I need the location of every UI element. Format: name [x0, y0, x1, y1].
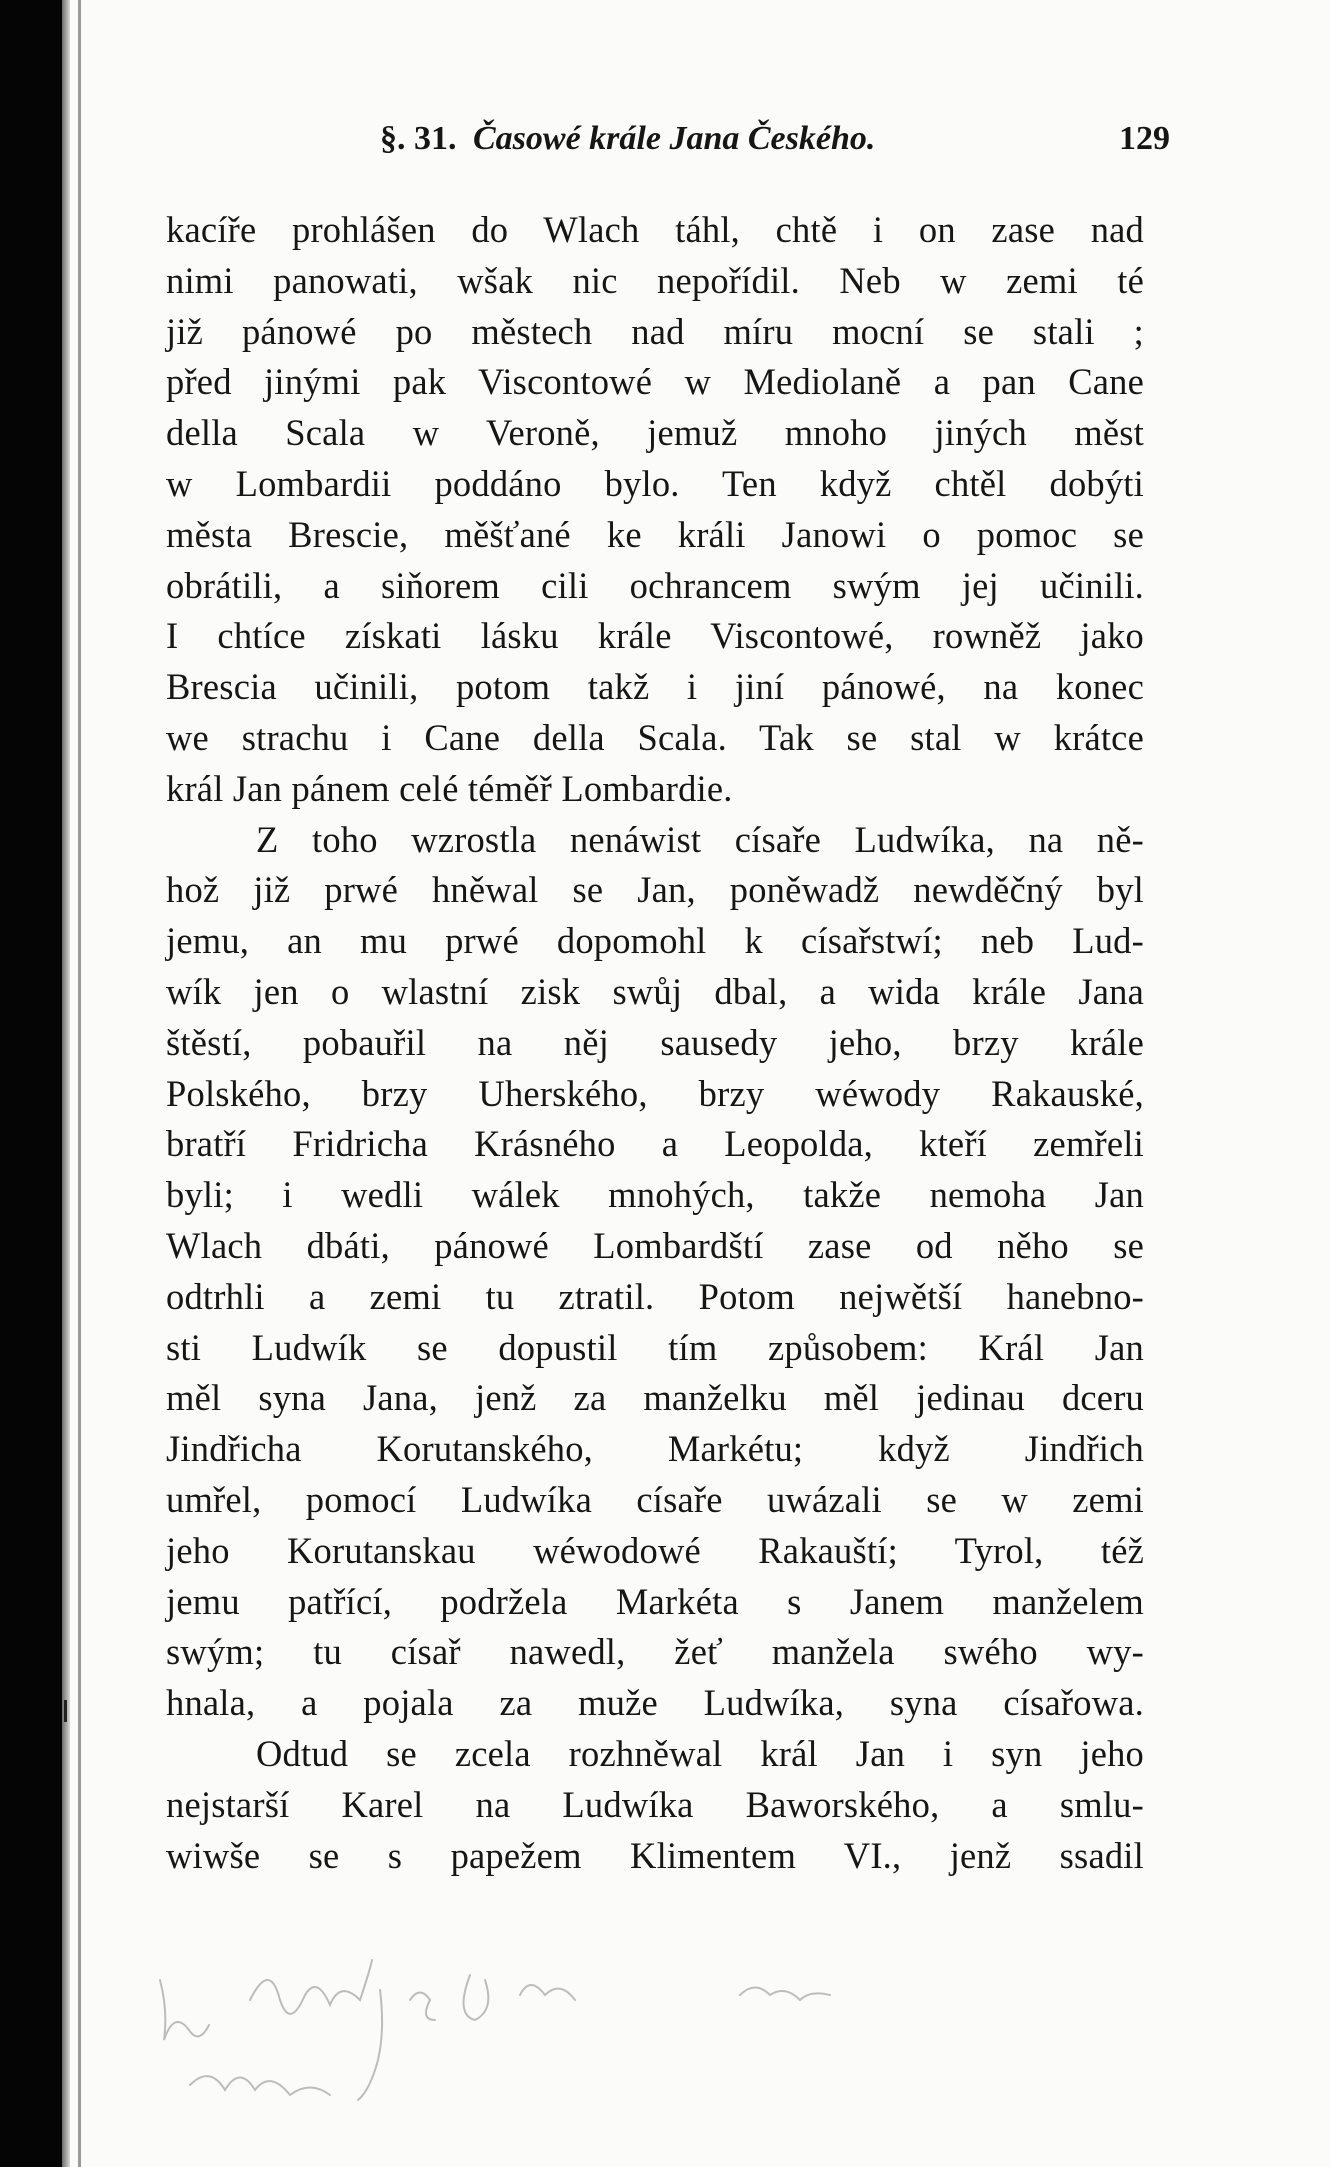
text-line: wík jen o wlastní zisk swůj dbal, a wida krále Jana: [166, 970, 1144, 1012]
running-head: [380, 120, 875, 158]
text-line: bratří Fridricha Krásného a Leopolda, kteří zemřeli: [166, 1123, 1144, 1165]
text-line: odtrhli a zemi tu ztratil. Potom nejwětší hanebno-: [166, 1275, 1144, 1317]
text-line: Wlach dbáti, pánowé Lombardští zase od něho se: [166, 1224, 1144, 1266]
text-line: jeho Korutanskau wéwodowé Rakauští; Tyrol, též: [166, 1529, 1144, 1571]
page-gutter-line: [78, 0, 81, 2167]
text-line: hož již prwé hněwal se Jan, poněwadž newděčný byl: [166, 869, 1144, 911]
text-line: před jinými pak Viscontowé w Mediolaně a pan Cane: [166, 361, 1144, 403]
text-line: jemu, an mu prwé dopomohl k císařstwí; neb Lud-: [166, 920, 1144, 962]
scan-binding-edge: [0, 0, 62, 2167]
text-line: I chtíce získati lásku krále Viscontowé, rowněž jako: [166, 615, 1144, 657]
section-number: §. 31.: [380, 120, 457, 157]
text-line: we strachu i Cane della Scala. Tak se stal w krátce: [166, 716, 1144, 758]
text-line: Z toho wzrostla nenáwist císaře Ludwíka, na ně-: [256, 818, 1144, 860]
text-line: byli; i wedli wálek mnohých, takže nemoha Jan: [166, 1174, 1144, 1216]
text-line: již pánowé po městech nad míru mocní se stali ;: [166, 310, 1144, 352]
text-line: swým; tu císař nawedl, žeť manžela swého wy-: [166, 1631, 1144, 1673]
text-line: nejstarší Karel na Ludwíka Baworského, a smlu-: [166, 1783, 1144, 1825]
handwritten-pencil-scribble: [140, 1940, 1140, 2140]
text-line: král Jan pánem celé téměř Lombardie.: [166, 767, 733, 809]
text-line: štěstí, pobauřil na něj sausedy jeho, brzy krále: [166, 1021, 1144, 1063]
body-text: [166, 205, 1144, 1881]
text-line: della Scala w Veroně, jemuž mnoho jiných měst: [166, 412, 1144, 454]
text-line: města Brescie, měšťané ke králi Janowi o pomoc se: [166, 513, 1144, 555]
text-line: hnala, a pojala za muže Ludwíka, syna císařowa.: [166, 1682, 1144, 1724]
text-line: w Lombardii poddáno bylo. Ten když chtěl dobýti: [166, 462, 1144, 504]
text-line: kacíře prohlášen do Wlach táhl, chtě i on zase nad: [166, 209, 1144, 250]
text-line: Odtud se zcela rozhněwal král Jan i syn jeho: [256, 1732, 1144, 1774]
page-number: 129: [1119, 120, 1170, 157]
text-line: Brescia učinili, potom takž i jiní pánowé, na konec: [166, 666, 1144, 708]
text-line: jemu patřící, podržela Markéta s Janem manželem: [166, 1580, 1144, 1622]
text-line: umřel, pomocí Ludwíka císaře uwázali se w zemi: [166, 1478, 1144, 1520]
text-line: měl syna Jana, jenž za manželku měl jedinau dceru: [166, 1377, 1144, 1419]
text-line: Polského, brzy Uherského, brzy wéwody Rakauské,: [166, 1072, 1144, 1114]
text-line: Jindřicha Korutanského, Markétu; když Jindřich: [166, 1428, 1144, 1470]
scan-binding-shadow: [62, 0, 70, 2167]
running-title: Časowé krále Jana Českého.: [473, 120, 876, 157]
text-line: obrátili, a siňorem cili ochrancem swým jej učinili.: [166, 564, 1144, 606]
text-line: nimi panowati, wšak nic nepořídil. Neb w zemi té: [166, 259, 1144, 301]
text-line: sti Ludwík se dopustil tím způsobem: Král Jan: [166, 1326, 1144, 1368]
running-header: [380, 120, 1170, 170]
text-line: wiwše se s papežem Klimentem VI., jenž ssadil: [166, 1834, 1144, 1876]
edge-mark: [64, 1700, 67, 1722]
